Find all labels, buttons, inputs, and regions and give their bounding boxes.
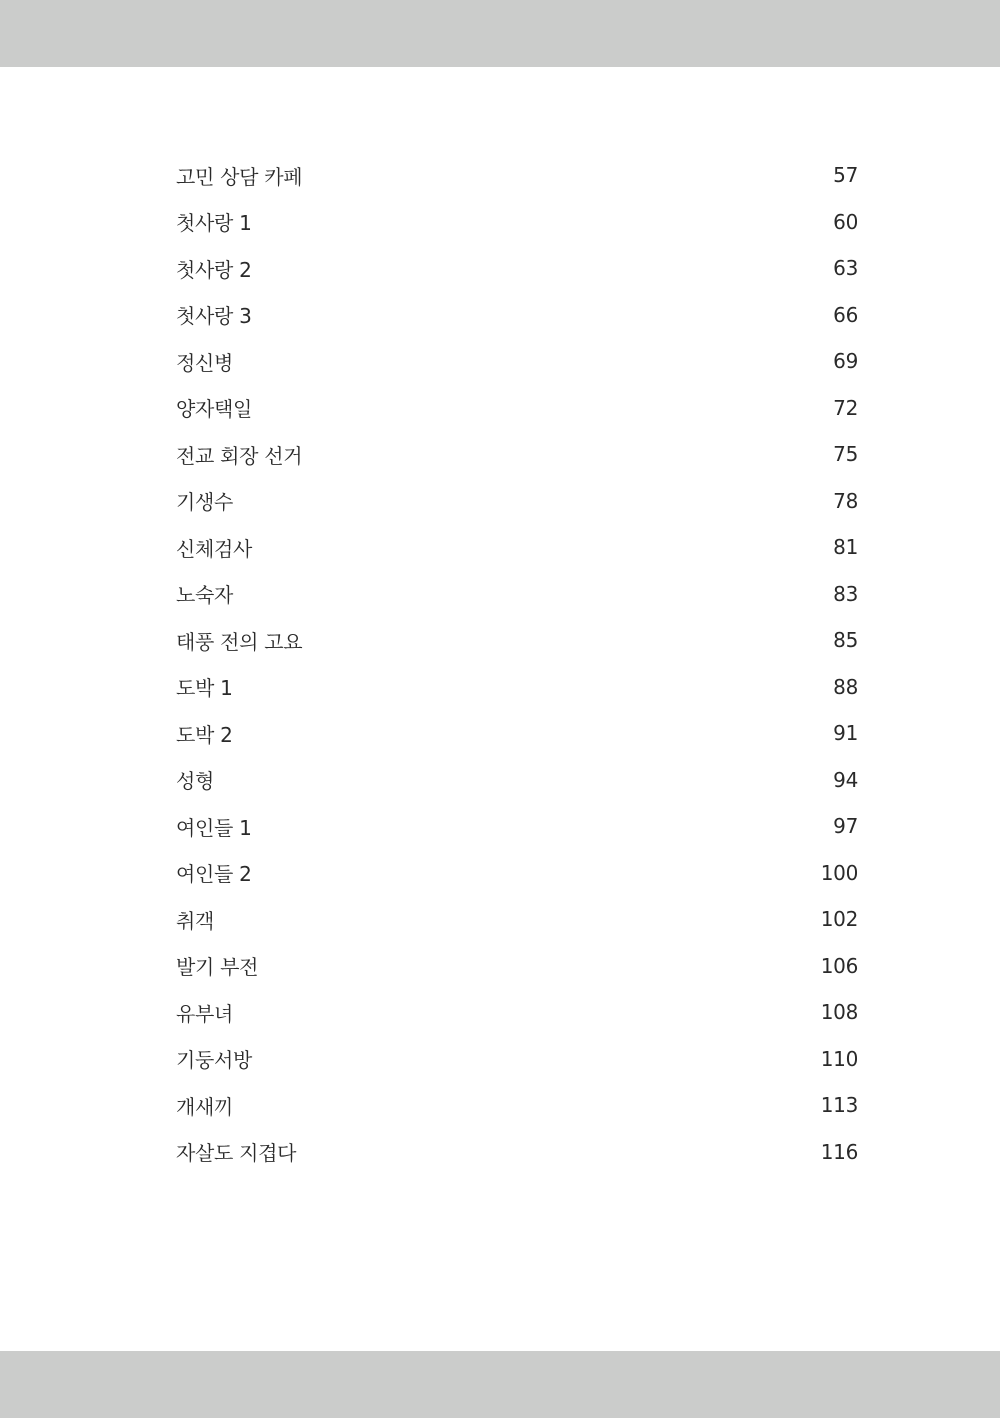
- toc-entry-page-number: 63: [833, 256, 858, 281]
- toc-entry-page-number: 66: [833, 302, 858, 327]
- toc-entry[interactable]: [176, 617, 858, 664]
- toc-entry-title: 전교 회장 선거: [176, 443, 303, 468]
- toc-entry-title: 첫사랑 1: [176, 211, 252, 236]
- toc-entry-page-number: 60: [833, 209, 858, 234]
- toc-entry-page-number: 72: [833, 395, 858, 420]
- toc-entry[interactable]: [176, 989, 858, 1036]
- toc-entry[interactable]: [176, 943, 858, 990]
- toc-entry-page-number: 81: [833, 535, 858, 560]
- toc-entry-title: 태풍 전의 고요: [176, 629, 303, 654]
- toc-entry[interactable]: [176, 896, 858, 943]
- table-of-contents: [176, 152, 858, 1175]
- toc-entry[interactable]: [176, 1036, 858, 1083]
- toc-entry[interactable]: [176, 1082, 858, 1129]
- toc-entry[interactable]: [176, 1129, 858, 1176]
- toc-entry-title: 취객: [176, 908, 215, 933]
- toc-entry-page-number: 102: [820, 907, 858, 932]
- toc-entry-page-number: 91: [833, 721, 858, 746]
- toc-entry-page-number: 85: [833, 628, 858, 653]
- toc-entry-title: 양자택일: [176, 397, 253, 422]
- toc-entry-title: 노숙자: [176, 583, 234, 608]
- toc-entry-page-number: 110: [820, 1046, 858, 1071]
- toc-entry-title: 성형: [176, 769, 215, 794]
- toc-entry-page-number: 83: [833, 581, 858, 606]
- toc-entry-page-number: 108: [820, 1000, 858, 1025]
- toc-entry[interactable]: [176, 850, 858, 897]
- toc-entry-title: 기둥서방: [176, 1048, 253, 1073]
- toc-entry-page-number: 100: [820, 860, 858, 885]
- toc-entry-title: 기생수: [176, 490, 234, 515]
- toc-entry-title: 첫사랑 3: [176, 304, 252, 329]
- toc-entry[interactable]: [176, 385, 858, 432]
- toc-entry-title: 정신병: [176, 350, 234, 375]
- toc-entry-page-number: 97: [833, 814, 858, 839]
- toc-entry-page-number: 94: [833, 767, 858, 792]
- toc-entry[interactable]: [176, 524, 858, 571]
- toc-entry-title: 고민 상담 카페: [176, 164, 303, 189]
- toc-entry-title: 여인들 1: [176, 815, 252, 840]
- toc-entry-title: 첫사랑 2: [176, 257, 252, 282]
- toc-entry-title: 자살도 지겹다: [176, 1141, 297, 1166]
- top-margin-band: [0, 0, 1000, 67]
- toc-entry-title: 발기 부전: [176, 955, 259, 980]
- toc-entry[interactable]: [176, 710, 858, 757]
- toc-entry-page-number: 106: [820, 953, 858, 978]
- toc-entry[interactable]: [176, 664, 858, 711]
- toc-entry[interactable]: [176, 803, 858, 850]
- toc-entry-title: 유부녀: [176, 1001, 234, 1026]
- toc-entry[interactable]: [176, 757, 858, 804]
- toc-entry-title: 개새끼: [176, 1094, 234, 1119]
- toc-entry-title: 도박 2: [176, 722, 233, 747]
- toc-entry[interactable]: [176, 152, 858, 199]
- toc-entry[interactable]: [176, 245, 858, 292]
- toc-entry-page-number: 113: [820, 1093, 858, 1118]
- toc-entry-page-number: 78: [833, 488, 858, 513]
- toc-entry[interactable]: [176, 478, 858, 525]
- toc-entry-page-number: 69: [833, 349, 858, 374]
- toc-entry-page-number: 75: [833, 442, 858, 467]
- toc-entry-page-number: 88: [833, 674, 858, 699]
- toc-entry-title: 신체검사: [176, 536, 253, 561]
- toc-entry[interactable]: [176, 292, 858, 339]
- toc-entry[interactable]: [176, 431, 858, 478]
- toc-entry[interactable]: [176, 199, 858, 246]
- toc-entry-title: 도박 1: [176, 676, 233, 701]
- toc-entry-page-number: 116: [820, 1139, 858, 1164]
- toc-entry[interactable]: [176, 571, 858, 618]
- toc-entry-title: 여인들 2: [176, 862, 252, 887]
- toc-entry[interactable]: [176, 338, 858, 385]
- toc-entry-page-number: 57: [833, 163, 858, 188]
- bottom-margin-band: [0, 1351, 1000, 1418]
